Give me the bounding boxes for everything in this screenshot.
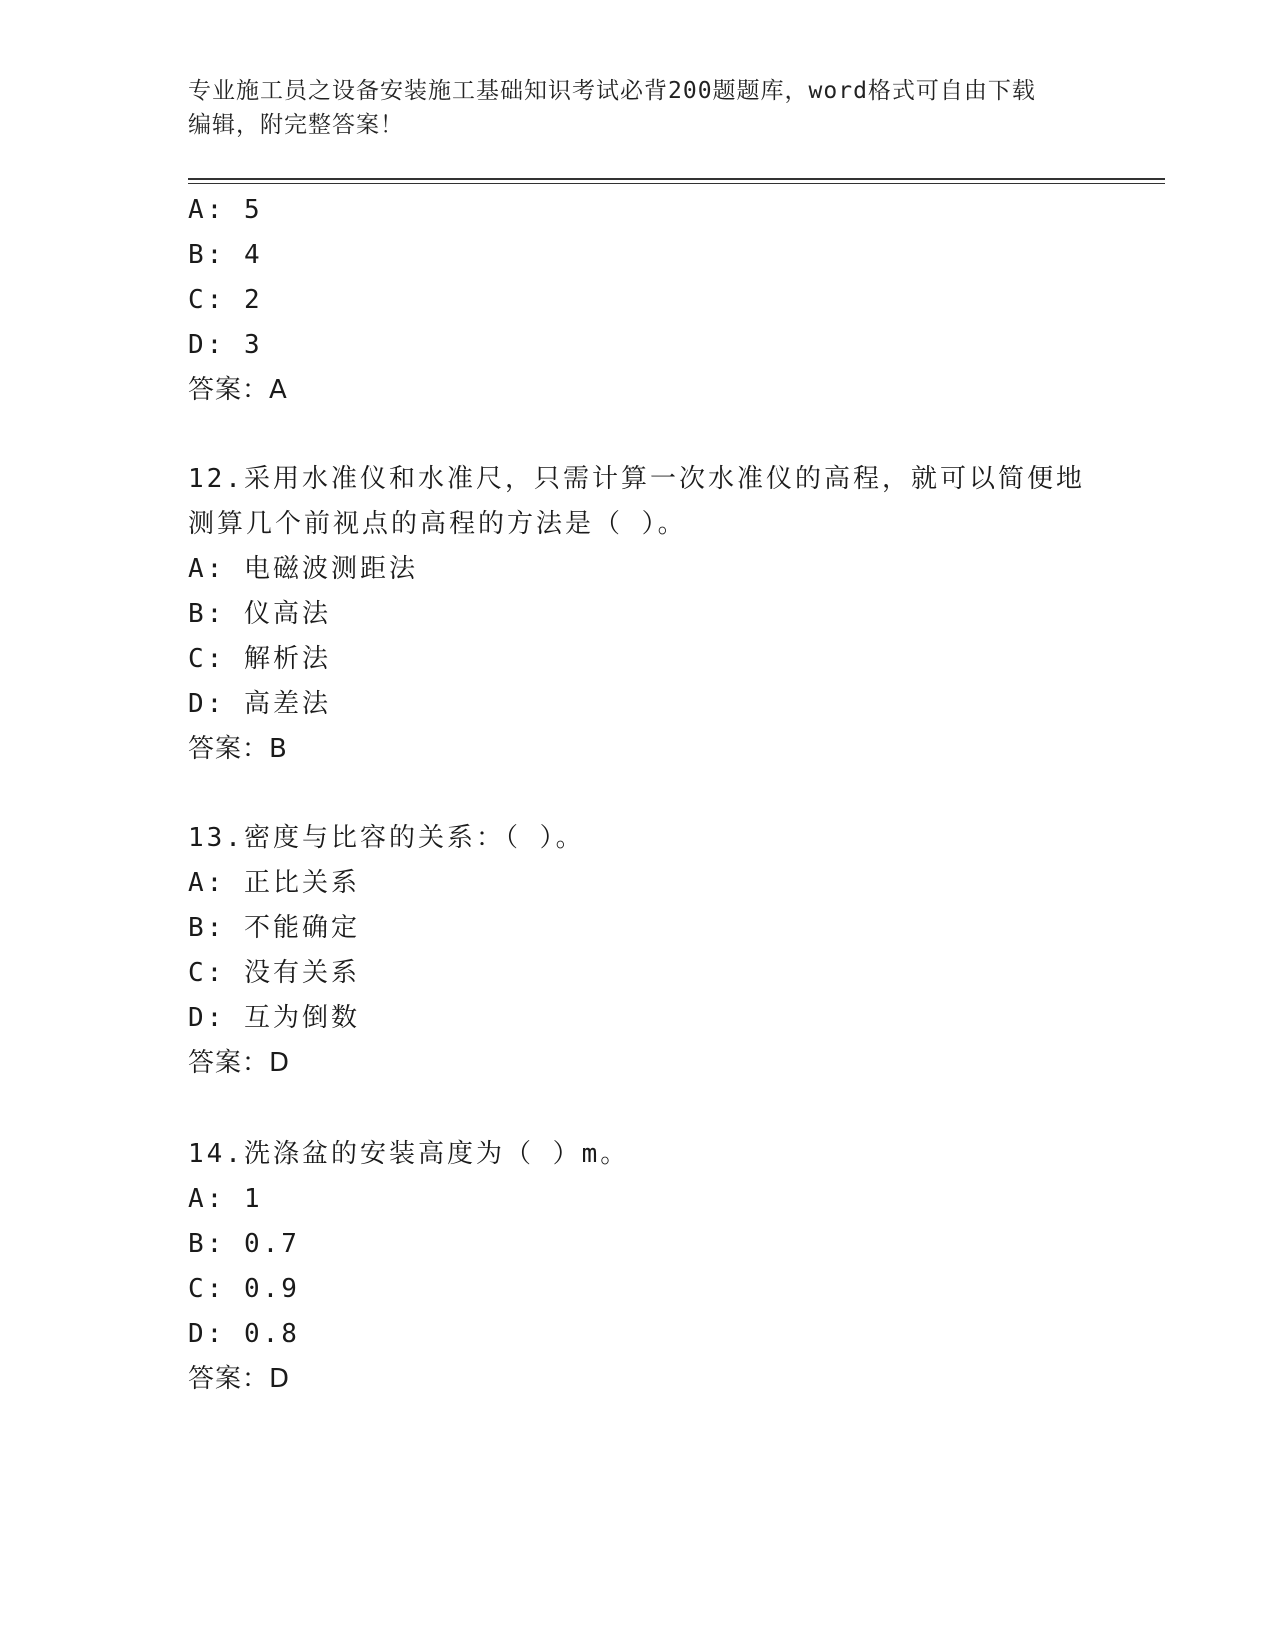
document-header — [188, 74, 1068, 142]
q13-stem: 13.密度与比容的关系：（ ）。 — [188, 823, 585, 853]
q13-option-a: A: 正比关系 — [188, 868, 360, 898]
q14-option-a: A: 1 — [188, 1184, 263, 1214]
q14-option-d: D: 0.8 — [188, 1319, 300, 1349]
q11-option-a: A: 5 — [188, 195, 263, 225]
header-title-line-1: 专业施工员之设备安装施工基础知识考试必背200题题库，word格式可自由下载 — [188, 78, 1036, 104]
q11-option-d: D: 3 — [188, 330, 263, 360]
q12-option-d: D: 高差法 — [188, 689, 331, 719]
q13-option-c: C: 没有关系 — [188, 958, 360, 988]
q12-option-c: C: 解析法 — [188, 644, 331, 674]
header-divider-thick — [188, 178, 1165, 180]
header-title-line-2: 编辑，附完整答案！ — [188, 112, 404, 138]
q11-option-b: B: 4 — [188, 240, 263, 270]
q12-option-a: A: 电磁波测距法 — [188, 554, 418, 584]
q14-option-c: C: 0.9 — [188, 1274, 300, 1304]
q14-answer: 答案：D — [188, 1364, 291, 1394]
q13-option-b: B: 不能确定 — [188, 913, 360, 943]
q13-answer: 答案：D — [188, 1048, 291, 1078]
q11-answer: 答案：A — [188, 375, 288, 405]
q14-option-b: B: 0.7 — [188, 1229, 300, 1259]
q13-option-d: D: 互为倒数 — [188, 1003, 360, 1033]
q14-stem: 14.洗涤盆的安装高度为（ ）m。 — [188, 1139, 630, 1169]
q12-option-b: B: 仪高法 — [188, 599, 331, 629]
q11-option-c: C: 2 — [188, 285, 263, 315]
q12-stem-line-1: 12.采用水准仪和水准尺，只需计算一次水准仪的高程，就可以简便地 — [188, 464, 1085, 494]
header-divider-thin — [188, 183, 1165, 184]
q12-answer: 答案：B — [188, 734, 288, 764]
q12-stem-line-2: 测算几个前视点的高程的方法是（ ）。 — [188, 509, 687, 539]
